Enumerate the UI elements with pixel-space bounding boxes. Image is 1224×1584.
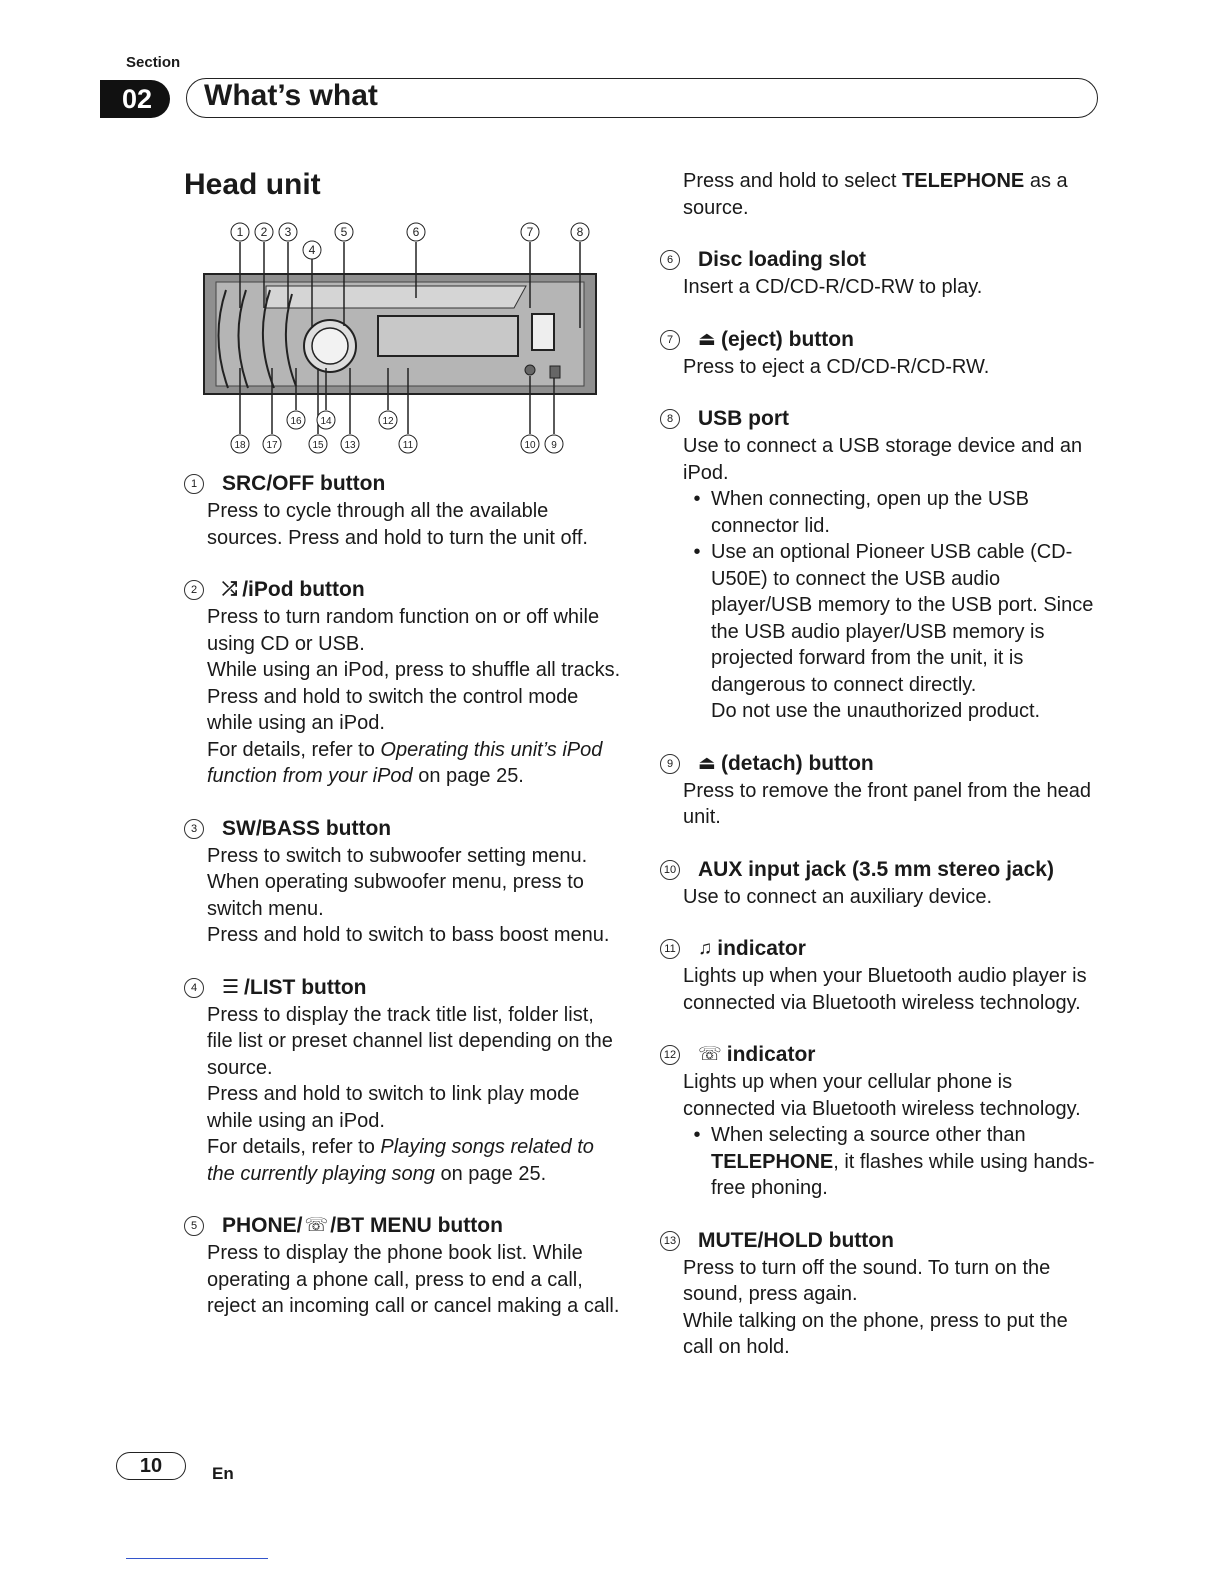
- item-aux-jack: [660, 856, 1100, 911]
- item-text: Press to cycle through all the available sources. Press and hold to turn the unit off.: [207, 500, 588, 549]
- callout-14: 14: [320, 416, 332, 427]
- item-usb-port: [660, 405, 1100, 725]
- item-text: Press to display the phone book list. While operating a phone call, press to end a call, reject an incoming call or cancel making a call.: [207, 1242, 620, 1317]
- item-eject: [660, 326, 1100, 381]
- item-number: 12: [660, 1045, 680, 1065]
- item-title: (eject) button: [720, 327, 854, 351]
- item-text: When operating subwoofer menu, press to switch menu.: [207, 871, 584, 920]
- callout-3: 3: [284, 225, 292, 239]
- callout-10: 10: [524, 440, 536, 451]
- callout-1: 1: [236, 225, 244, 239]
- section-title: What’s what: [204, 79, 378, 112]
- callout-12: 12: [382, 416, 394, 427]
- item-text: Lights up when your Bluetooth audio player is connected via Bluetooth wireless technology.: [683, 965, 1087, 1014]
- callout-7: 7: [526, 225, 534, 239]
- item-title: SRC/OFF button: [222, 472, 386, 495]
- item-number: 1: [184, 474, 204, 494]
- phone-icon: ☏: [304, 1215, 329, 1236]
- item-title: MUTE/HOLD button: [698, 1228, 894, 1252]
- item-sw-bass: [184, 815, 624, 949]
- item-text: Press and hold to select TELEPHONE as a source.: [683, 170, 1068, 219]
- item-text: Press to switch to subwoofer setting menu.: [207, 844, 588, 867]
- bullet-continuation: Do not use the unauthorized product.: [711, 700, 1041, 722]
- item-text: Use to connect an auxiliary device.: [683, 885, 993, 908]
- item-mute-hold: [660, 1227, 1100, 1361]
- detach-icon: ⏏: [698, 752, 716, 774]
- item-text: Press and hold to switch to link play mode while using an iPod.: [207, 1083, 580, 1132]
- callout-9: 9: [551, 440, 557, 451]
- item-title: SW/BASS button: [222, 816, 392, 840]
- item-number: 11: [660, 939, 680, 959]
- item-title: indicator: [717, 937, 806, 960]
- item-text: Press to remove the front panel from the head unit.: [683, 779, 1091, 828]
- item-random-ipod: [184, 576, 624, 790]
- item-number: 4: [184, 978, 204, 998]
- bullet-item: • When selecting a source other than TELEPHONE, it flashes while using hands-free phoning.: [693, 1124, 1095, 1199]
- footer-rule: [126, 1558, 268, 1559]
- section-number-badge: 02: [100, 80, 170, 118]
- item-number: 10: [660, 860, 680, 880]
- callout-17: 17: [266, 440, 278, 451]
- item-title: /iPod button: [242, 578, 365, 601]
- item-src-off: [184, 470, 624, 551]
- item-bt-audio-indicator: [660, 935, 1100, 1016]
- eject-icon: ⏏: [698, 328, 716, 350]
- item-number: 2: [184, 580, 204, 600]
- item-title: indicator: [726, 1043, 816, 1066]
- callout-5: 5: [340, 225, 348, 239]
- item-text: Press and hold to switch to bass boost menu.: [207, 924, 610, 946]
- item-number: 13: [660, 1231, 680, 1251]
- item-title: (detach) button: [720, 751, 874, 775]
- item-text: Press to turn random function on or off while using CD or USB.: [207, 606, 600, 655]
- item-number: 8: [660, 409, 680, 429]
- item-number: 7: [660, 330, 680, 350]
- item-text: Press to display the track title list, folder list, file list or preset channel list depending on the source.: [207, 1003, 613, 1079]
- right-column: [660, 168, 1100, 1386]
- item-title: Disc loading slot: [698, 248, 867, 271]
- list-icon: ☰: [222, 976, 240, 998]
- callout-18: 18: [234, 440, 246, 451]
- left-column: [184, 470, 624, 1345]
- item-text: Use to connect a USB storage device and an iPod.: [683, 435, 1083, 484]
- item-title: PHONE/: [222, 1214, 303, 1237]
- item-text: While talking on the phone, press to put the call on hold.: [683, 1309, 1068, 1358]
- item-title: /BT MENU button: [330, 1214, 503, 1237]
- language-label: En: [212, 1464, 234, 1483]
- item-phone-indicator: [660, 1041, 1100, 1202]
- item-reference: For details, refer to Operating this unit’s iPod function from your iPod on page 25.: [207, 738, 603, 787]
- item-text: Press to turn off the sound. To turn on the sound, press again.: [683, 1256, 1051, 1305]
- item-text: Press and hold to switch the control mode while using an iPod.: [207, 685, 579, 734]
- item-number: 5: [184, 1216, 204, 1236]
- head-unit-illustration: [196, 218, 606, 458]
- phone-icon: ☏: [698, 1044, 722, 1065]
- callout-16: 16: [290, 416, 302, 427]
- item-phone-continued: [660, 168, 1100, 221]
- item-list: [184, 974, 624, 1188]
- item-disc-slot: [660, 246, 1100, 301]
- item-text: Lights up when your cellular phone is connected via Bluetooth wireless technology.: [683, 1071, 1081, 1120]
- bullet-item: • When connecting, open up the USB connector lid.: [693, 488, 1029, 537]
- item-title: /LIST button: [244, 975, 367, 999]
- callout-8: 8: [576, 225, 584, 239]
- item-number: 3: [184, 819, 204, 839]
- item-detach: [660, 750, 1100, 831]
- callout-15: 15: [312, 440, 324, 451]
- item-title: USB port: [698, 407, 789, 430]
- random-shuffle-icon: ⤮: [222, 579, 238, 600]
- section-label: Section: [126, 54, 181, 71]
- item-number: 6: [660, 250, 680, 270]
- item-number: 9: [660, 754, 680, 774]
- item-text: While using an iPod, press to shuffle all tracks.: [207, 659, 621, 681]
- page-number: 10: [116, 1452, 186, 1480]
- callout-13: 13: [344, 440, 356, 451]
- callout-6: 6: [412, 225, 420, 239]
- bluetooth-audio-icon: ♫: [698, 938, 713, 959]
- callout-2: 2: [260, 225, 268, 239]
- item-text: Press to eject a CD/CD-R/CD-RW.: [683, 355, 990, 378]
- item-reference: For details, refer to Playing songs related to the currently playing song on page 25.: [207, 1136, 594, 1185]
- callout-4: 4: [308, 243, 316, 257]
- item-title: AUX input jack (3.5 mm stereo jack): [698, 857, 1054, 881]
- callout-11: 11: [402, 440, 414, 451]
- item-text: Insert a CD/CD-R/CD-RW to play.: [683, 276, 983, 298]
- item-phone-bt-menu: [184, 1212, 624, 1320]
- page-heading: Head unit: [184, 168, 321, 201]
- bullet-item: • Use an optional Pioneer USB cable (CD-U50E) to connect the USB audio player/USB memory to the USB port. Since the USB audio player/USB memory is projected forward from the unit, it is dangerous to connect directly.: [693, 541, 1094, 696]
